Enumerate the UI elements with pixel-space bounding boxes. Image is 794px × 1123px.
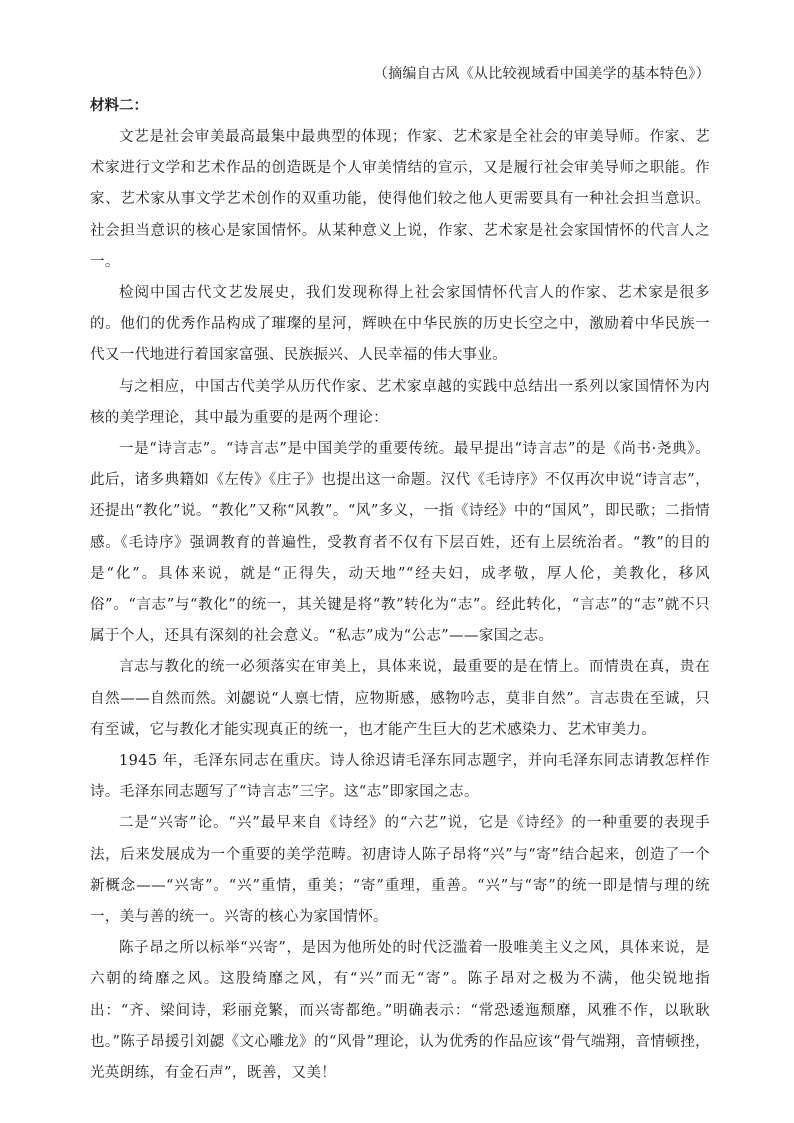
paragraph-4: 一是“诗言志”。“诗言志”是中国美学的重要传统。最早提出“诗言志”的是《尚书·尧典》。此后，诸多典籍如《左传》《庄子》也提出这一命题。汉代《毛诗序》不仅再次申说“诗言志”，还提出“教化”说。“教化”又称“风教”。“风”多义，一指《诗经》中的“国风”，即民歌；二指情感。《毛诗序》强调教育的普遍性，受教育者不仅有下层百姓，还有上层统治者。“教”的目的是“化”。具体来说，就是“正得失，动天地”“经夫妇，成孝敬，厚人伦，美教化，移风俗”。“言志”与“教化”的统一，其关键是将“教”转化为“志”。经此转化，“言志”的“志”就不只属于个人，还具有深刻的社会意义。“私志”成为“公志”——家国之志。 (90, 441, 710, 645)
paragraph-8: 陈子昂之所以标举“兴寄”，是因为他所处的时代泛滥着一股唯美主义之风，具体来说，是六朝的绮靡之风。这股绮靡之风，有“兴”而无“寄”。陈子昂对之极为不满，他尖锐地指出：“齐、梁间诗，彩丽竞繁，而兴寄都绝。”明确表示：“常恐逶迤颓靡，风雅不作，以耿耿也。”陈子昂援引刘勰《文心雕龙》的“风骨”理论，认为优秀的作品应该“骨气端翔，音情顿挫，光英朗练，有金石声”，既善，又美！ (90, 940, 710, 1082)
paragraph-7: 二是“兴寄”论。“兴”最早来自《诗经》的“六艺”说，它是《诗经》的一种重要的表现手法，后来发展成为一个重要的美学范畴。初唐诗人陈子昂将“兴”与“寄”结合起来，创造了一个新概念——“兴寄”。“兴”重情，重美；“寄”重理，重善。“兴”与“寄”的统一即是情与理的统一，美与善的统一。兴寄的核心为家国情怀。 (90, 815, 710, 926)
source-citation: （摘编自古风《从比较视域看中国美学的基本特色》） (373, 66, 710, 82)
document-body (90, 58, 710, 1089)
paragraph-3: 与之相应，中国古代美学从历代作家、艺术家卓越的实践中总结出一系列以家国情怀为内核的美学理论，其中最为重要的是两个理论： (90, 378, 710, 426)
paragraph-2: 检阅中国古代文艺发展史，我们发现称得上社会家国情怀代言人的作家、艺术家是很多的。他们的优秀作品构成了璀璨的星河，辉映在中华民族的历史长空之中，激励着中华民族一代又一代地进行着国家富强、民族振兴、人民幸福的伟大事业。 (90, 285, 710, 364)
paragraph-5: 言志与教化的统一必须落实在审美上，具体来说，最重要的是在情上。而情贵在真，贵在自然——自然而然。刘勰说“人禀七情，应物斯感，感物吟志，莫非自然”。言志贵在至诚，只有至诚，它与教化才能实现真正的统一，也才能产生巨大的艺术感染力、艺术审美力。 (90, 659, 710, 738)
section-heading: 材料二： (90, 97, 148, 114)
paragraph-6: 1945 年，毛泽东同志在重庆。诗人徐迟请毛泽东同志题字，并向毛泽东同志请教怎样作诗。毛泽东同志题写了“诗言志”三字。这“志”即家国之志。 (90, 753, 710, 801)
paragraph-1: 文艺是社会审美最高最集中最典型的体现；作家、艺术家是全社会的审美导师。作家、艺术家进行文学和艺术作品的创造既是个人审美情结的宣示，又是履行社会审美导师之职能。作家、艺术家从事文学艺术创作的双重功能，使得他们较之他人更需要具有一种社会担当意识。社会担当意识的核心是家国情怀。从某种意义上说，作家、艺术家是社会家国情怀的代言人之一。 (90, 129, 710, 270)
